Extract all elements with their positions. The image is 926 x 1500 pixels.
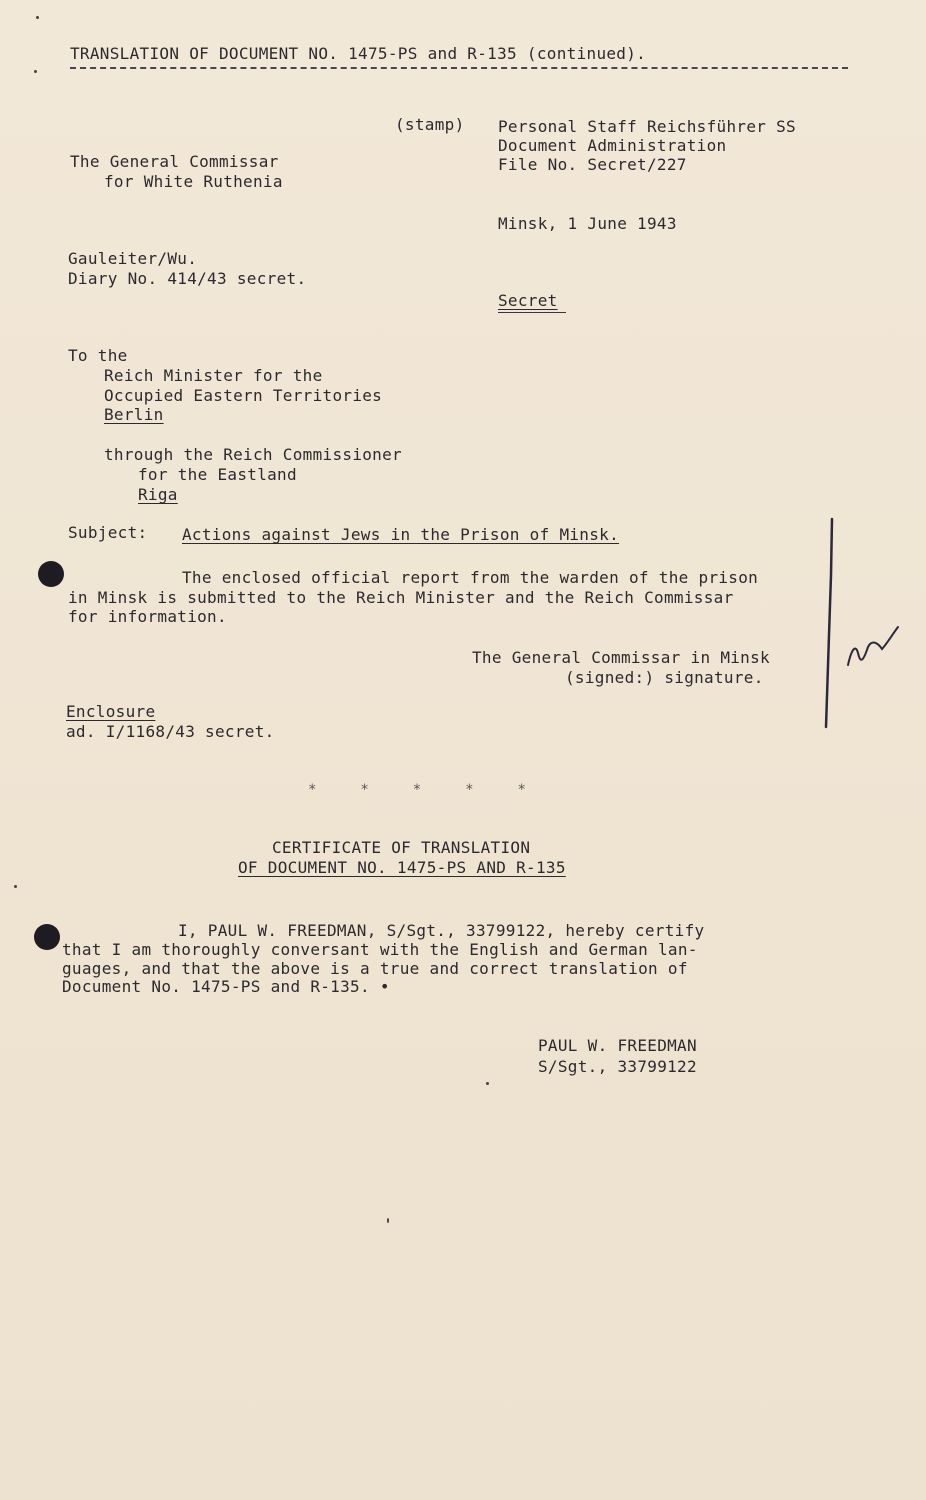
sender-line-1: The General Commissar bbox=[70, 152, 279, 171]
enclosure-ref: ad. I/1168/43 secret. bbox=[66, 722, 275, 741]
signer-rank: S/Sgt., 33799122 bbox=[538, 1057, 697, 1076]
certificate-title-2: OF DOCUMENT NO. 1475-PS AND R-135 bbox=[238, 858, 566, 877]
body-line-3: for information. bbox=[68, 607, 227, 626]
recipient-city: Berlin bbox=[104, 405, 164, 424]
title-dashed-rule bbox=[70, 67, 848, 69]
enclosure-label: Enclosure bbox=[66, 702, 156, 721]
stamp-line-3: File No. Secret/227 bbox=[498, 155, 687, 174]
reference-line-1: Gauleiter/Wu. bbox=[68, 249, 198, 268]
subject-label: Subject: bbox=[68, 523, 148, 542]
stamp-line-2: Document Administration bbox=[498, 136, 727, 155]
certificate-line-4: Document No. 1475-PS and R-135. • bbox=[62, 977, 390, 996]
stamp-label: (stamp) bbox=[395, 115, 465, 134]
subject-text: Actions against Jews in the Prison of Minsk. bbox=[182, 525, 620, 544]
through-line-2: for the Eastland bbox=[138, 465, 297, 484]
section-separator: * * * * * bbox=[308, 782, 527, 798]
stamp-line-1: Personal Staff Reichsführer SS bbox=[498, 117, 796, 136]
classification-double-rule bbox=[498, 312, 566, 313]
recipient-to: To the bbox=[68, 346, 128, 365]
paper-speck bbox=[36, 16, 39, 19]
recipient-line-2: Occupied Eastern Territories bbox=[104, 386, 383, 405]
margin-pen-line bbox=[812, 515, 912, 735]
punch-hole-upper bbox=[38, 561, 64, 587]
signature-line-1: The General Commissar in Minsk bbox=[472, 648, 770, 667]
dateline: Minsk, 1 June 1943 bbox=[498, 214, 677, 233]
classification-marking: Secret bbox=[498, 291, 558, 310]
punch-hole-lower bbox=[34, 924, 60, 950]
reference-line-2: Diary No. 414/43 secret. bbox=[68, 269, 307, 288]
signer-name: PAUL W. FREEDMAN bbox=[538, 1036, 697, 1055]
paper-speck bbox=[34, 70, 37, 73]
certificate-line-3: guages, and that the above is a true and correct translation of bbox=[62, 959, 688, 978]
body-line-2: in Minsk is submitted to the Reich Minister and the Reich Commissar bbox=[68, 588, 734, 607]
body-line-1: The enclosed official report from the warden of the prison bbox=[182, 568, 759, 587]
paper-speck bbox=[486, 1082, 489, 1085]
paper-speck bbox=[387, 1218, 389, 1223]
certificate-title-1: CERTIFICATE OF TRANSLATION bbox=[272, 838, 531, 857]
document-title: TRANSLATION OF DOCUMENT NO. 1475-PS and R-135 (continued). bbox=[70, 44, 647, 63]
certificate-line-1: I, PAUL W. FREEDMAN, S/Sgt., 33799122, hereby certify bbox=[178, 921, 705, 940]
certificate-line-2: that I am thoroughly conversant with the English and German lan- bbox=[62, 940, 698, 959]
signature-line-2: (signed:) signature. bbox=[565, 668, 764, 687]
through-line-1: through the Reich Commissioner bbox=[104, 445, 402, 464]
through-city: Riga bbox=[138, 485, 178, 504]
sender-line-2: for White Ruthenia bbox=[104, 172, 283, 191]
paper-speck bbox=[14, 885, 17, 888]
recipient-line-1: Reich Minister for the bbox=[104, 366, 323, 385]
